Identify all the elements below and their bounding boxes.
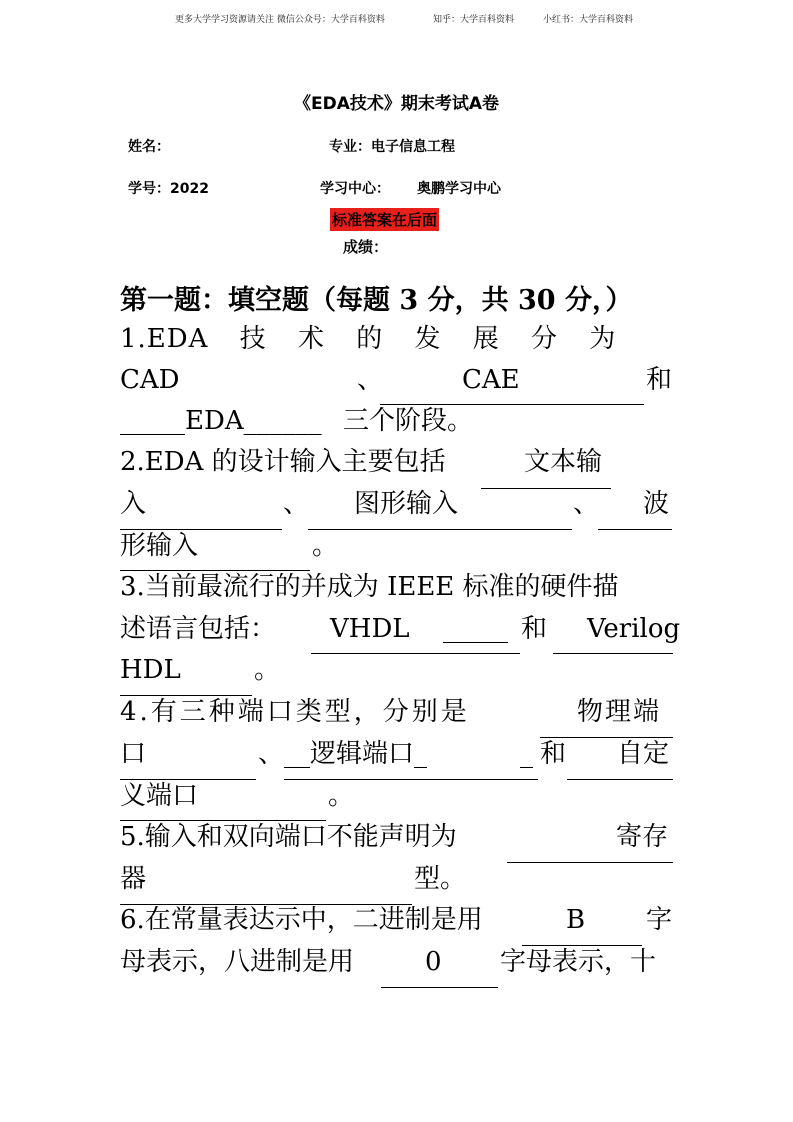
q3-underline2: [553, 653, 673, 654]
q2-sep1: 、: [283, 489, 310, 519]
q2-answer2: 图形输入: [354, 489, 459, 519]
q2-answer1b: 入: [120, 489, 147, 519]
exam-title: 《EDA技术》期末考试A卷: [293, 94, 500, 114]
q3-answer2b: HDL: [120, 655, 181, 685]
q2-answer1a: 文本输: [524, 447, 603, 477]
q6-answer2: 0: [425, 947, 442, 977]
student-id-label: 学号：2022: [128, 181, 209, 197]
q4-answer1a: 物理端: [577, 697, 662, 727]
q4-end: 。: [328, 781, 355, 811]
q1-answer2: CAE: [462, 365, 520, 395]
q4-answer3b: 义端口: [120, 781, 199, 811]
q4-line1: 4.有三种端口类型，分别是: [120, 697, 470, 727]
q1-line1: 1.EDA 技 术 的 发 展 分 为: [120, 324, 617, 354]
q1-and: 和: [646, 365, 673, 395]
q1-sep: 、: [357, 365, 384, 395]
q3-line1: 3.当前最流行的并成为 IEEE 标准的硬件描: [120, 572, 619, 602]
q2-answer3a: 波: [643, 489, 670, 519]
q2-line1: 2.EDA 的设计输入主要包括: [120, 447, 446, 477]
q3-blank: _____: [443, 614, 508, 644]
q6-line1: 6.在常量表达示中，二进制是用: [120, 905, 483, 935]
major-label: 专业：电子信息工程: [329, 139, 455, 155]
q2-answer3b: 形输入: [120, 531, 199, 561]
header-wechat: 更多大学学习资源请关注 微信公众号：大学百科资料: [175, 15, 385, 25]
q3-line2: 述语言包括：: [120, 614, 277, 644]
q3-answer1: VHDL: [330, 614, 410, 644]
q6-answer1: B: [566, 905, 586, 935]
answer-notice: 标准答案在后面: [330, 208, 439, 231]
q2-underline4: [598, 529, 672, 530]
q1-tail: 三个阶段。: [343, 406, 474, 436]
q1-answer1: CAD: [120, 365, 180, 395]
q6-underline2: [381, 987, 498, 988]
q4-and: 和: [540, 739, 567, 769]
q3-underline1: [311, 653, 520, 654]
q6-tail1: 字: [646, 905, 673, 935]
q2-end: 。: [312, 531, 339, 561]
q3-answer2a: Verilog: [587, 614, 681, 644]
q4-underline4: [567, 779, 673, 780]
q1-answer3: _____EDA______: [120, 406, 322, 436]
q4-blank: _: [520, 739, 533, 769]
center-label: 学习中心：: [320, 181, 390, 197]
q5-underline1: [507, 862, 673, 863]
q6-line2: 母表示，八进制是用: [120, 947, 355, 977]
q5-line1: 5.输入和双向端口不能声明为: [120, 822, 457, 852]
q2-underline3: [308, 529, 572, 530]
q4-answer1b: 口: [120, 739, 147, 769]
q4-underline3: [284, 779, 538, 780]
q6-tail2: 字母表示，十: [500, 947, 657, 977]
score-label: 成绩：: [343, 238, 389, 256]
q4-sep: 、: [258, 739, 285, 769]
name-label: 姓名：: [128, 139, 170, 155]
center-value: 奥鹏学习中心: [417, 181, 501, 197]
q5-answer1b: 器: [120, 864, 147, 894]
q5-answer1a: 寄存: [616, 822, 669, 852]
section-heading: 第一题：填空题（每题 3 分，共 30 分，）: [120, 285, 633, 316]
q4-answer2: __逻辑端口_: [284, 739, 428, 769]
q3-and: 和: [521, 614, 548, 644]
q2-sep2: 、: [573, 489, 600, 519]
header-xiaohongshu: 小红书：大学百科资料: [543, 15, 634, 25]
header-zhihu: 知乎：大学百科资料: [433, 15, 515, 25]
q3-end: 。: [254, 655, 281, 685]
q4-answer3a: 自定: [617, 739, 670, 769]
q5-end: 型。: [414, 864, 467, 894]
